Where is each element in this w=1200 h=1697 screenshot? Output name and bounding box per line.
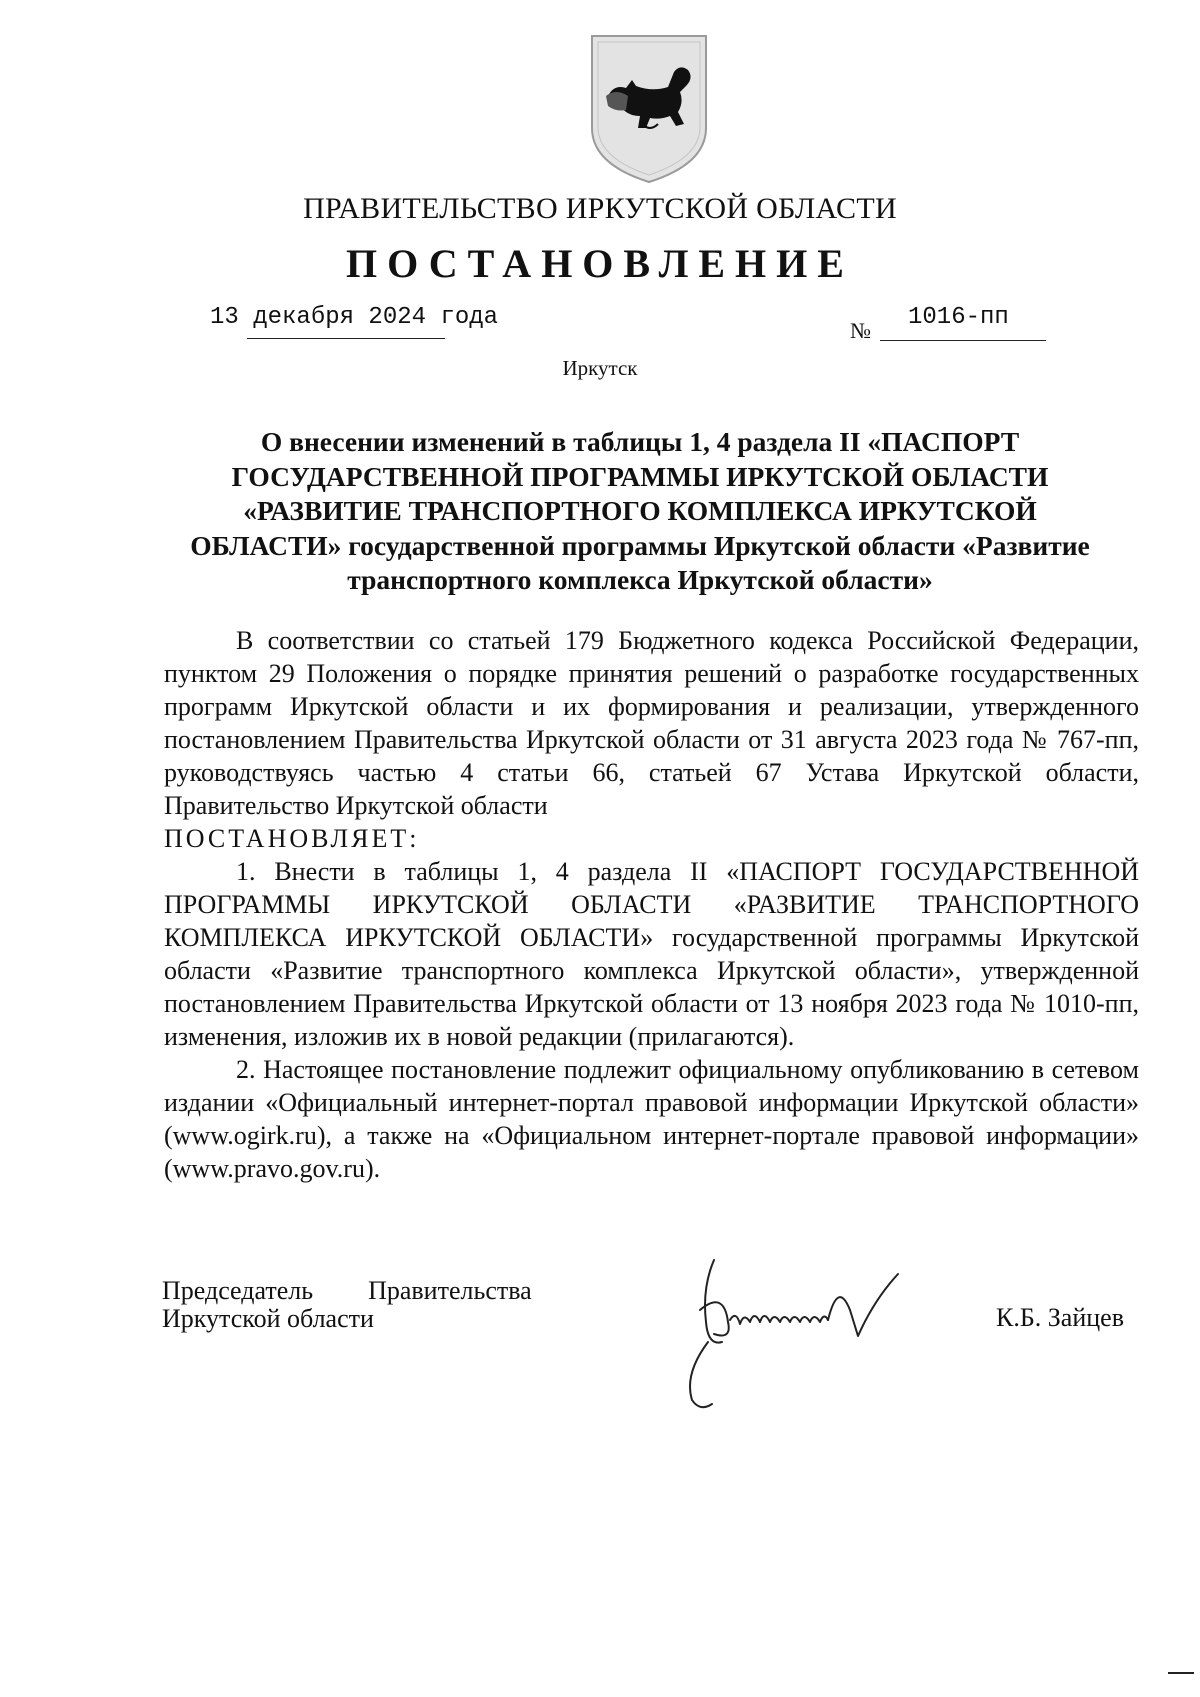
item-1-paragraph: 1. Внести в таблицы 1, 4 раздела II «ПАСПОРТ ГОСУДАРСТВЕННОЙ ПРОГРАММЫ ИРКУТСКОЙ ОБЛАСТИ «РАЗВИТИЕ ТРАНСПОРТНОГО КОМПЛЕКСА ИРКУТСКОЙ ОБЛАСТИ» государственной программы Иркутской области «Развитие транспортного комплекса Иркутской области», утвержденной постановлением Правительства Иркутской области от 13 ноября 2023 года № 1010-пп, изменения, изложив их в новой редакции (прилагаются). bbox=[164, 857, 1139, 1051]
preamble-paragraph: В соответствии со статьей 179 Бюджетного кодекса Российской Федерации, пунктом 29 Положения о порядке принятия решений о разработке государственных программ Иркутской области и их формирования и реализации, утвержденного постановлением Правительства Иркутской области от 31 августа 2023 года № 767-пп, руководствуясь частью 4 статьи 66, статьей 67 Устава Иркутской области, Правительство Иркутской области bbox=[164, 626, 1139, 820]
position-word: Председатель bbox=[162, 1276, 314, 1305]
item-2-paragraph: 2. Настоящее постановление подлежит официальному опубликованию в сетевом издании «Официальный интернет-портал правовой информации Иркутской области» (www.ogirk.ru), а также на «Официальном интернет-портале правовой информации» (www.pravo.gov.ru). bbox=[164, 1055, 1139, 1183]
title-line: ОБЛАСТИ» государственной программы Иркутской области «Развитие bbox=[190, 529, 1090, 561]
city-name: Иркутск bbox=[562, 356, 638, 380]
title-line: транспортного комплекса Иркутской области» bbox=[347, 564, 933, 595]
number-underline bbox=[880, 340, 1046, 341]
signatory-name: К.Б. Зайцев bbox=[996, 1303, 1124, 1332]
signatory-position bbox=[162, 1277, 532, 1333]
resolves-word: ПОСТАНОВЛЯЕТ: bbox=[164, 824, 420, 853]
decree-date: 13 декабря 2024 года bbox=[210, 304, 499, 331]
title-line: «РАЗВИТИЕ ТРАНСПОРТНОГО КОМПЛЕКСА ИРКУТСКОЙ bbox=[243, 495, 1037, 526]
decree-body bbox=[164, 624, 1139, 1185]
position-word: Правительства bbox=[368, 1276, 532, 1305]
coat-of-arms-icon bbox=[588, 32, 710, 184]
number-sign: № bbox=[850, 318, 871, 343]
government-name: ПРАВИТЕЛЬСТВО ИРКУТСКОЙ ОБЛАСТИ bbox=[303, 192, 897, 225]
handwritten-signature bbox=[678, 1250, 962, 1410]
date-underline bbox=[247, 338, 445, 339]
position-line: Иркутской области bbox=[162, 1304, 374, 1333]
title-line: ГОСУДАРСТВЕННОЙ ПРОГРАММЫ ИРКУТСКОЙ ОБЛАСТИ bbox=[231, 460, 1049, 492]
decree-title bbox=[160, 425, 1120, 598]
title-line: О внесении изменений в таблицы 1, 4 раздела II «ПАСПОРТ bbox=[260, 426, 1020, 457]
decree-number: 1016-пп bbox=[908, 304, 1009, 331]
corner-mark bbox=[1168, 1672, 1194, 1674]
decree-type-heading: ПОСТАНОВЛЕНИЕ bbox=[346, 241, 854, 286]
